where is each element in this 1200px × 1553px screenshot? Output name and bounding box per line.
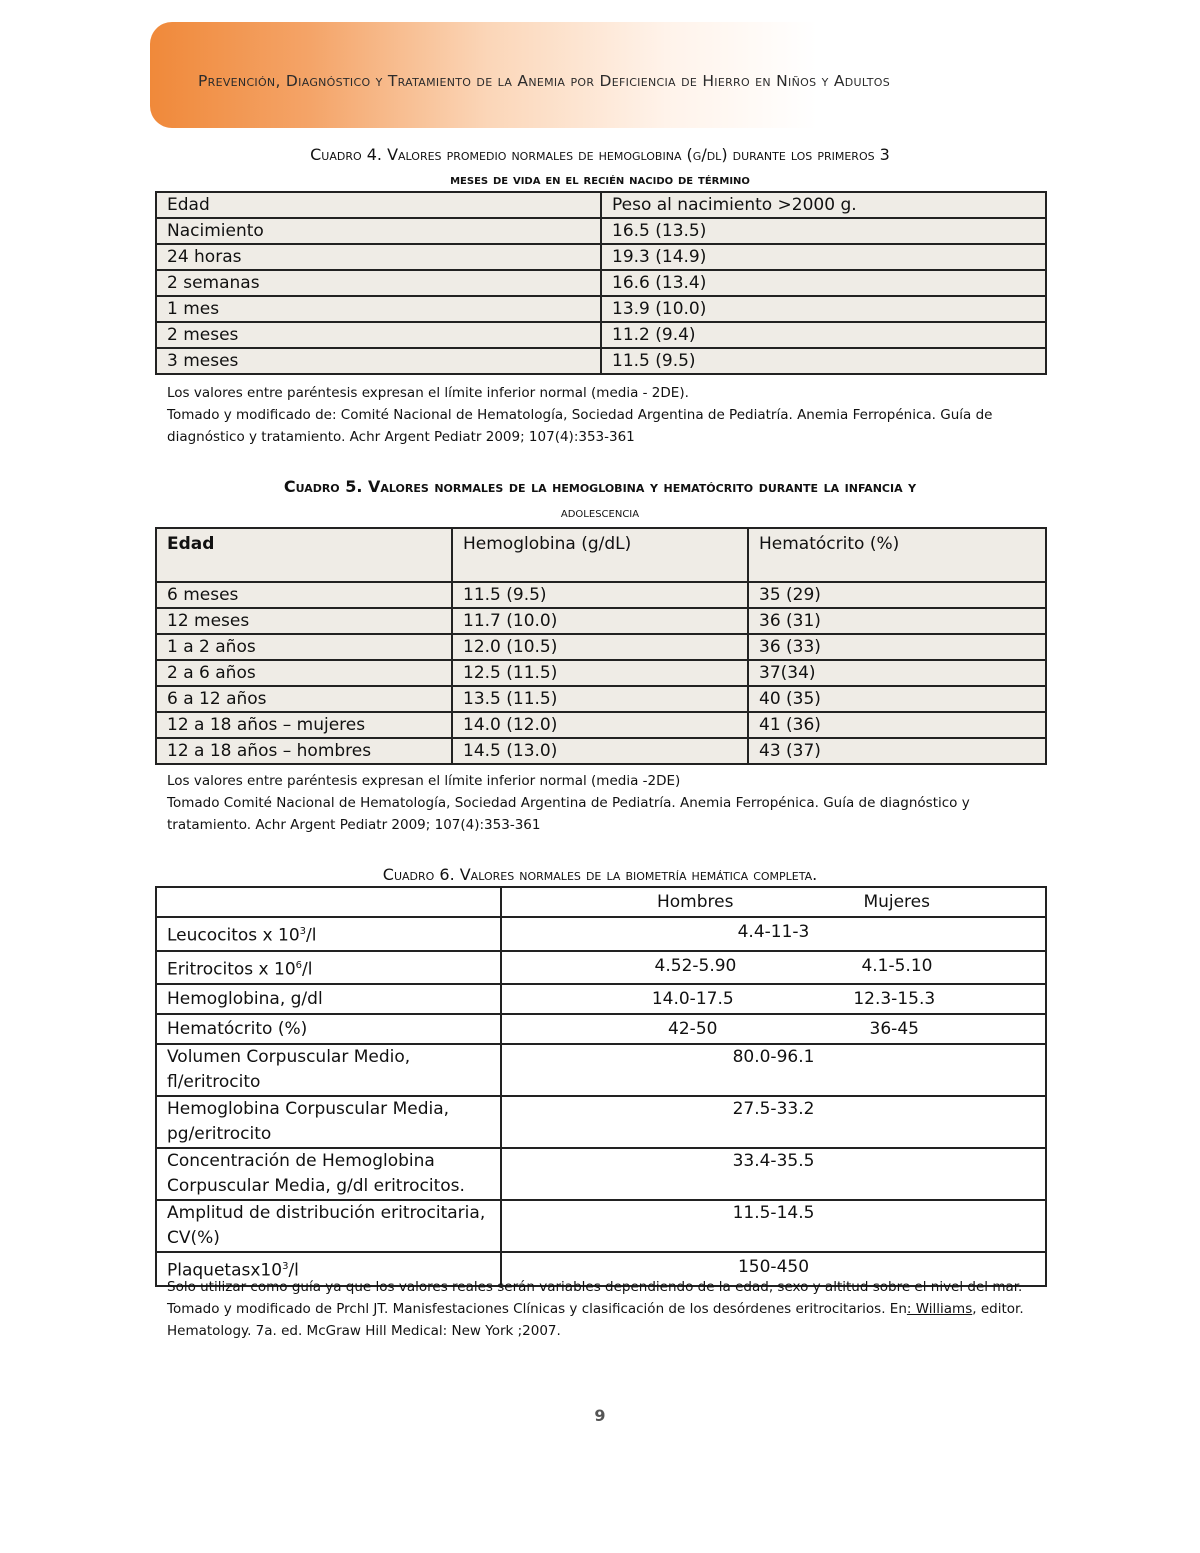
table-header-row xyxy=(156,192,1046,218)
table-row xyxy=(156,738,1046,764)
value-mujeres: 4.1-5.10 xyxy=(861,955,933,976)
cell-hemoglobina: 12.0 (10.5) xyxy=(452,634,748,660)
cuadro6-table xyxy=(155,886,1047,1287)
table-header-row xyxy=(156,528,1046,582)
cell-hematocrito: 35 (29) xyxy=(748,582,1046,608)
table-row xyxy=(156,322,1046,348)
cell-values xyxy=(501,984,1046,1014)
cell-value: 80.0-96.1 xyxy=(501,1044,1046,1096)
plaquetas-exp: 3 xyxy=(282,1261,289,1273)
eritrocitos-exp: 6 xyxy=(295,959,303,971)
cell-edad: 12 meses xyxy=(156,608,452,634)
cell-parametro xyxy=(156,951,501,985)
header-cell: Peso al nacimiento >2000 g. xyxy=(601,192,1046,218)
cell-value: 33.4-35.5 xyxy=(501,1148,1046,1200)
cell-edad: 12 a 18 años – hombres xyxy=(156,738,452,764)
cell-parametro: Hematócrito (%) xyxy=(156,1014,501,1044)
cell-hematocrito: 40 (35) xyxy=(748,686,1046,712)
cell-edad: 2 semanas xyxy=(156,270,601,296)
cell-value: 150-450 xyxy=(501,1252,1046,1286)
cell-parametro: Hemoglobina, g/dl xyxy=(156,984,501,1014)
cuadro5-table xyxy=(155,527,1047,765)
cuadro4-table xyxy=(155,191,1047,375)
cell-hemoglobina: 12.5 (11.5) xyxy=(452,660,748,686)
cell-edad: 12 a 18 años – mujeres xyxy=(156,712,452,738)
cuadro6-note-guide: Solo utilizar como guía ya que los valores reales serán variables dependiendo de la edad, sexo y altitud sobre el nivel del mar. xyxy=(167,1279,1023,1295)
table-row xyxy=(156,634,1046,660)
header-cell: Edad xyxy=(156,192,601,218)
cuadro5-caption-line2: adolescencia xyxy=(560,505,640,521)
cuadro4-note-limits: Los valores entre paréntesis expresan el límite inferior normal (media - 2DE). xyxy=(167,385,689,401)
cell-parametro: Hemoglobina Corpuscular Media, pg/eritrocito xyxy=(156,1096,501,1148)
plaquetas-label: Plaquetasx10 xyxy=(167,1260,283,1281)
cell-value: 16.6 (13.4) xyxy=(601,270,1046,296)
header-cell: Hematócrito (%) xyxy=(748,528,1046,582)
cell-hematocrito: 41 (36) xyxy=(748,712,1046,738)
cell-parametro: Amplitud de distribución eritrocitaria, CV(%) xyxy=(156,1200,501,1252)
cell-edad: 1 a 2 años xyxy=(156,634,452,660)
cell-value: 11.5-14.5 xyxy=(501,1200,1046,1252)
cell-value: 13.9 (10.0) xyxy=(601,296,1046,322)
cuadro6-note-source xyxy=(167,1298,1047,1342)
cell-edad: 1 mes xyxy=(156,296,601,322)
cell-parametro: Volumen Corpuscular Medio, fl/eritrocito xyxy=(156,1044,501,1096)
value-mujeres: 12.3-15.3 xyxy=(853,989,936,1010)
cell-hematocrito: 36 (33) xyxy=(748,634,1046,660)
cuadro4-note-source: Tomado y modificado de: Comité Nacional de Hematología, Sociedad Argentina de Pediatría. Anemia Ferropénica. Guía de diagnóstico y tratamiento. Achr Argent Pediatr 2009; 107(4):353-361 xyxy=(167,407,993,445)
cuadro5-caption xyxy=(155,474,1045,526)
value-hombres: 14.0-17.5 xyxy=(651,989,734,1010)
table-row xyxy=(156,686,1046,712)
col-mujeres: Mujeres xyxy=(863,892,930,912)
leucocitos-label: Leucocitos x 10 xyxy=(167,925,300,946)
cell-edad: 6 a 12 años xyxy=(156,686,452,712)
cuadro6-notes xyxy=(167,1276,1047,1342)
cell-edad: Nacimiento xyxy=(156,218,601,244)
table-row xyxy=(156,348,1046,374)
table-row xyxy=(156,1148,1046,1200)
header-cell: Hemoglobina (g/dL) xyxy=(452,528,748,582)
note-source-text: Tomado y modificado de Prchl JT. Manisfestaciones Clínicas y clasificación de los desórdenes eritrocitarios. En xyxy=(167,1301,907,1317)
cuadro4-caption-line2: meses de vida en el recién nacido de término xyxy=(450,172,750,188)
cell-value: 11.2 (9.4) xyxy=(601,322,1046,348)
cell-hematocrito: 43 (37) xyxy=(748,738,1046,764)
value-mujeres: 36-45 xyxy=(869,1019,919,1040)
table-row xyxy=(156,244,1046,270)
cell-hemoglobina: 13.5 (11.5) xyxy=(452,686,748,712)
cuadro5-caption-line1: Cuadro 5. Valores normales de la hemoglobina y hematócrito durante la infancia y xyxy=(283,477,917,496)
cuadro4-caption xyxy=(155,142,1045,192)
cuadro5-notes xyxy=(167,770,1047,836)
header-cell-sexo xyxy=(501,887,1046,917)
cuadro5-note-limits: Los valores entre paréntesis expresan el límite inferior normal (media -2DE) xyxy=(167,773,681,789)
cell-hematocrito: 36 (31) xyxy=(748,608,1046,634)
table-header-row xyxy=(156,887,1046,917)
table-row xyxy=(156,270,1046,296)
table-row xyxy=(156,608,1046,634)
document-title: Prevención, Diagnóstico y Tratamiento de la Anemia por Deficiencia de Hierro en Niños y Adultos xyxy=(198,72,891,90)
cell-value: 27.5-33.2 xyxy=(501,1096,1046,1148)
header-cell-empty xyxy=(156,887,501,917)
value-hombres: 4.52-5.90 xyxy=(654,955,737,976)
table-row xyxy=(156,660,1046,686)
cell-value: 19.3 (14.9) xyxy=(601,244,1046,270)
page-number: 9 xyxy=(594,1406,606,1425)
table-row xyxy=(156,218,1046,244)
table-row xyxy=(156,951,1046,985)
cell-value: 4.4-11-3 xyxy=(501,917,1046,951)
leucocitos-unit: /l xyxy=(306,925,317,946)
cell-hemoglobina: 14.5 (13.0) xyxy=(452,738,748,764)
cell-edad: 3 meses xyxy=(156,348,601,374)
table-row xyxy=(156,1200,1046,1252)
table-row xyxy=(156,1044,1046,1096)
cell-value: 11.5 (9.5) xyxy=(601,348,1046,374)
cell-edad: 24 horas xyxy=(156,244,601,270)
cell-hemoglobina: 11.5 (9.5) xyxy=(452,582,748,608)
cell-parametro: Concentración de Hemoglobina Corpuscular Media, g/dl eritrocitos. xyxy=(156,1148,501,1200)
note-source-underlined: : Williams xyxy=(906,1301,973,1317)
cell-edad: 2 a 6 años xyxy=(156,660,452,686)
cuadro6-caption: Cuadro 6. Valores normales de la biometría hemática completa. xyxy=(382,865,818,884)
cuadro4-notes xyxy=(167,382,1047,448)
cuadro5-note-source: Tomado Comité Nacional de Hematología, Sociedad Argentina de Pediatría. Anemia Ferropénica. Guía de diagnóstico y tratamiento. Achr Argent Pediatr 2009; 107(4):353-361 xyxy=(167,795,970,833)
cell-value: 16.5 (13.5) xyxy=(601,218,1046,244)
table-row xyxy=(156,1096,1046,1148)
cell-parametro xyxy=(156,917,501,951)
cell-values xyxy=(501,951,1046,985)
eritrocitos-unit: /l xyxy=(302,959,313,980)
cell-values xyxy=(501,1014,1046,1044)
table-row xyxy=(156,582,1046,608)
cell-hematocrito: 37(34) xyxy=(748,660,1046,686)
note-source-text-end: , editor. Hematology. 7a. ed. McGraw Hill Medical: New York ;2007. xyxy=(167,1301,1024,1339)
table-row xyxy=(156,712,1046,738)
table-row xyxy=(156,984,1046,1014)
cell-edad: 2 meses xyxy=(156,322,601,348)
eritrocitos-label: Eritrocitos x 10 xyxy=(167,959,296,980)
cell-edad: 6 meses xyxy=(156,582,452,608)
table-row xyxy=(156,296,1046,322)
col-hombres: Hombres xyxy=(656,892,734,912)
cell-hemoglobina: 11.7 (10.0) xyxy=(452,608,748,634)
table-row xyxy=(156,917,1046,951)
header-cell: Edad xyxy=(156,528,452,582)
plaquetas-unit: /l xyxy=(288,1260,299,1281)
cuadro4-caption-line1: Cuadro 4. Valores promedio normales de hemoglobina (g/dl) durante los primeros 3 xyxy=(310,145,890,164)
cell-hemoglobina: 14.0 (12.0) xyxy=(452,712,748,738)
leucocitos-exp: 3 xyxy=(299,926,307,937)
table-row xyxy=(156,1014,1046,1044)
value-hombres: 42-50 xyxy=(668,1019,718,1040)
